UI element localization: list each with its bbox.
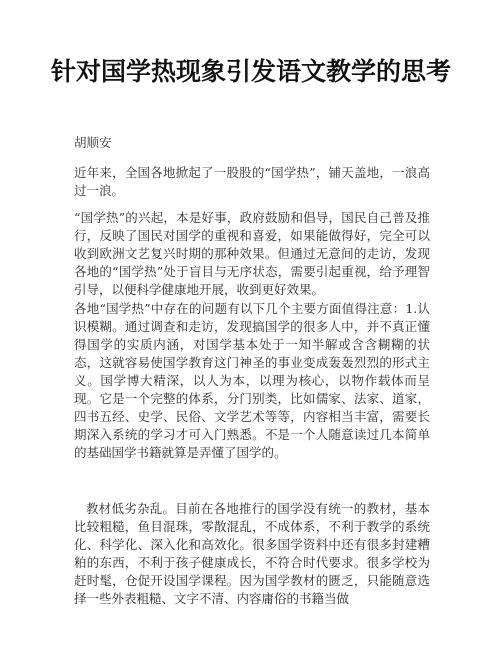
paragraph-problems: 各地“国学热”中存在的问题有以下几个主要方面值得注意：1.认识模糊。通过调查和走访，发现搞国学的很多人中，并不真正懂得国学的实质内涵，对国学基本处于一知半解或含含糊糊的状态，这就容易使国学教育这门神圣的事业变成轰轰烈烈的形式主义。国学博大精深，以人为本，以理为核心，以物作载体而呈现。它是一个完整的体系，分门别类，比如儒家、法家、道家，四书五经、史学、民俗、文学艺术等等，内容相当丰富，需要长期深入系统的学习才可入门熟悉。不是一个人随意读过几本简单的基础国学书籍就算是弄懂了国学的。 bbox=[74, 301, 430, 460]
paragraph-intro: 近年来，全国各地掀起了一股股的“国学热”，铺天盖地，一浪高过一浪。 bbox=[74, 165, 430, 198]
document-title: 针对国学热现象引发语文教学的思考 bbox=[50, 57, 451, 86]
paragraph-textbooks: 教材低劣杂乱。目前在各地推行的国学没有统一的教材，基本比较粗糙，鱼目混珠，零散混乱，不成体系，不利于教学的系统化、科学化、深入化和高效化。很多国学资料中还有很多封建糟粕的东西，不利于孩子健康成长，不符合时代要求。很多学校为赶时髦，仓促开设国学课程。因为国学教材的匮乏，只能随意选择一些外表粗糙、文字不清、内容庸俗的书籍当做 bbox=[74, 501, 430, 606]
paragraph-guoxue-rise: “国学热”的兴起，本是好事，政府鼓励和倡导，国民自己普及推行，反映了国民对国学的重视和喜爱，如果能做得好，完全可以收到欧洲文艺复兴时期的那种效果。但通过无意间的走访，发现各地的“国学热”处于盲目与无序状态，需要引起重视，给予理智引导，以便科学健康地开展，收到更好效果。 bbox=[74, 210, 430, 297]
author-name: 胡顺安 bbox=[74, 135, 112, 150]
